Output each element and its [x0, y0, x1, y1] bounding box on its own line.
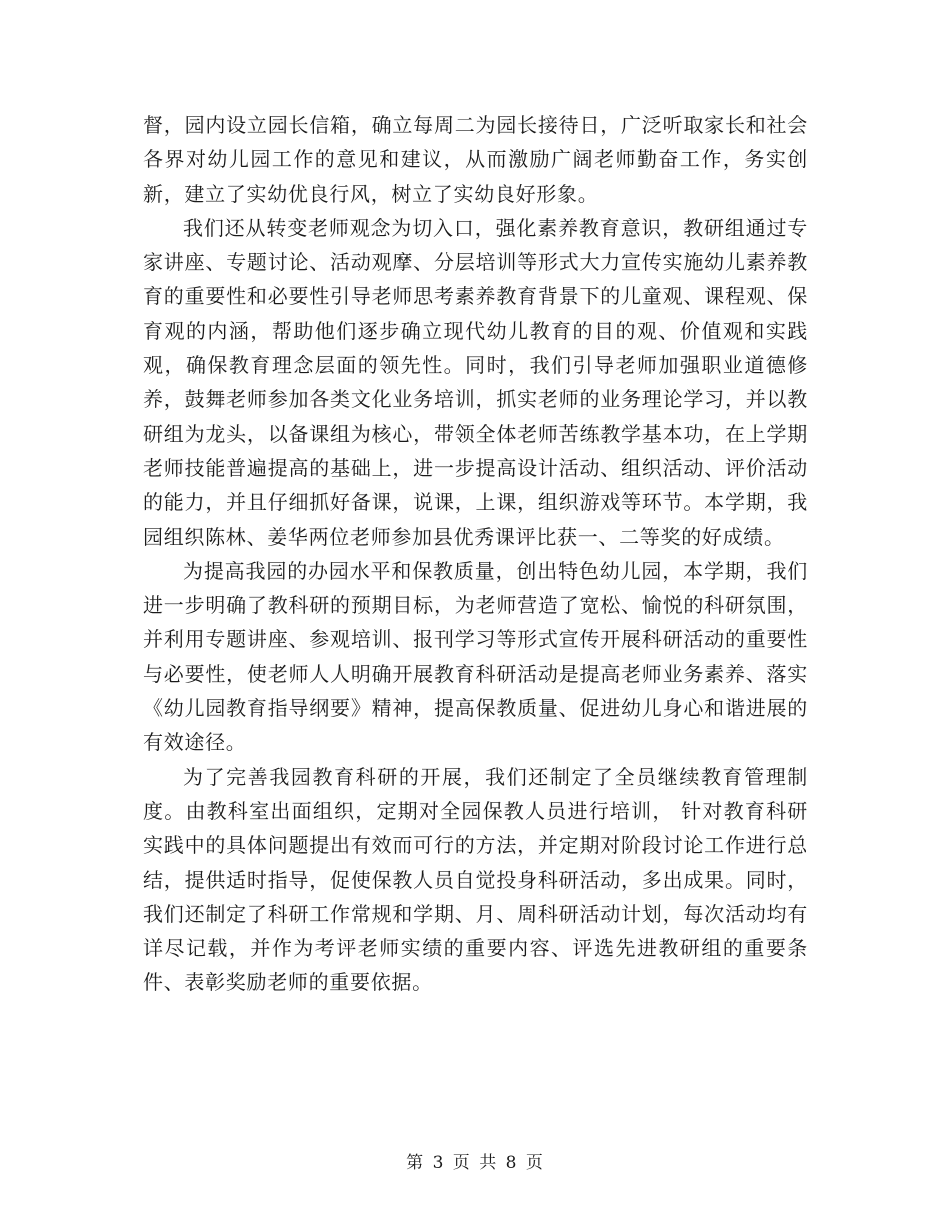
document-body	[143, 108, 808, 1000]
paragraph-continuation: 督，园内设立园长信箱，确立每周二为园长接待日，广泛听取家长和社会各界对幼儿园工作的意见和建议，从而激励广阔老师勤奋工作，务实创新，建立了实幼优良行风，树立了实幼良好形象。	[143, 113, 808, 206]
paragraph-teacher-concept: 我们还从转变老师观念为切入口，强化素养教育意识，教研组通过专家讲座、专题讨论、活动观摩、分层培训等形式大力宣传实施幼儿素养教育的重要性和必要性引导老师思考素养教育背景下的儿童观、课程观、保育观的内涵，帮助他们逐步确立现代幼儿教育的目的观、价值观和实践观，确保教育理念层面的领先性。同时，我们引导老师加强职业道德修养，鼓舞老师参加各类文化业务培训，抓实老师的业务理论学习，并以教研组为龙头，以备课组为核心，带领全体老师苦练教学基本功，在上学期老师技能普遍提高的基础上，进一步提高设计活动、组织活动、评价活动的能力，并且仔细抓好备课，说课，上课，组织游戏等环节。本学期，我园组织陈林、姜华两位老师参加县优秀课评比获一、二等奖的好成绩。	[143, 215, 808, 549]
page-number-footer: 第 3 页 共 8 页	[406, 1153, 544, 1173]
paragraph-continuing-education: 为了完善我园教育科研的开展，我们还制定了全员继续教育管理制度。由教科室出面组织，定期对全园保教人员进行培训， 针对教育科研实践中的具体问题提出有效而可行的方法，并定期对阶段讨论工作进行总结，提供适时指导，促使保教人员自觉投身科研活动，多出成果。同时，我们还制定了科研工作常规和学期、月、周科研活动计划，每次活动均有详尽记载，并作为考评老师实绩的重要内容、评选先进教研组的重要条件、表彰奖励老师的重要依据。	[143, 764, 808, 995]
paragraph-research-goals: 为提高我园的办园水平和保教质量，创出特色幼儿园，本学期，我们进一步明确了教科研的预期目标，为老师营造了宽松、愉悦的科研氛围，并利用专题讲座、参观培训、报刊学习等形式宣传开展科研活动的重要性与必要性，使老师人人明确开展教育科研活动是提高老师业务素养、落实《幼儿园教育指导纲要》精神，提高保教质量、促进幼儿身心和谐进展的有效途径。	[143, 558, 808, 755]
